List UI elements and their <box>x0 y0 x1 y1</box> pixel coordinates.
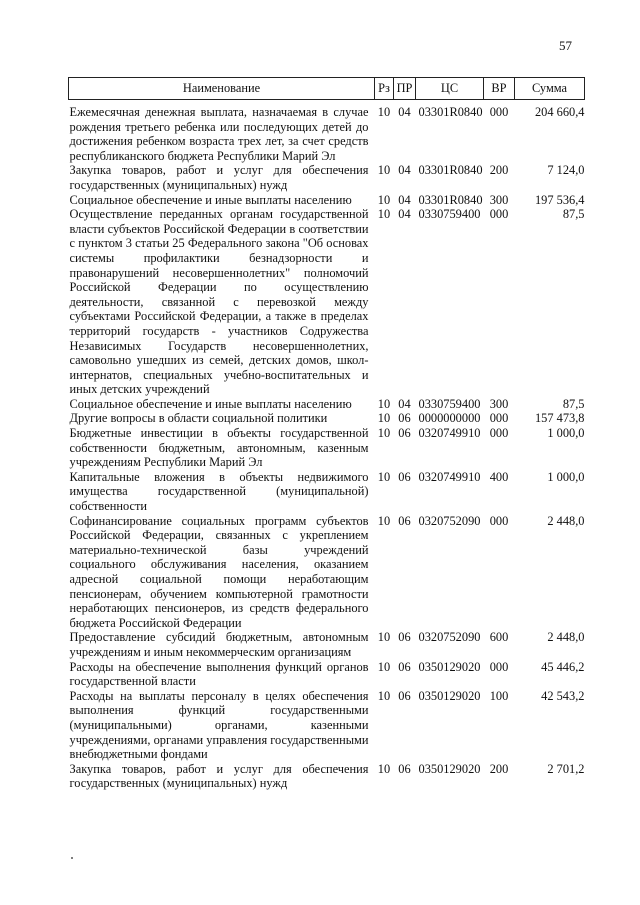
cell-vr: 100 <box>489 688 509 703</box>
cell-name: Ежемесячная денежная выплата, назначаемая в случае рождения третьего ребенка или последующих детей до достижения ребенком возраста трех лет, за счет средств республиканского бюджета Республики Марий Эл <box>69 105 369 163</box>
cell-pr: 06 <box>398 688 411 703</box>
cell-rz: 10 <box>377 426 391 441</box>
cell-vr: 200 <box>489 761 509 776</box>
table-row <box>69 163 585 192</box>
header-name: Наименование <box>69 78 375 100</box>
table-row <box>69 207 585 397</box>
cell-name: Бюджетные инвестиции в объекты государственной собственности бюджетным, автономным, казенным учреждениям Республики Марий Эл <box>69 426 369 470</box>
cell-rz: 10 <box>377 396 391 411</box>
cell-rz: 10 <box>377 469 391 484</box>
header-cs: ЦС <box>416 78 484 100</box>
cell-pr: 06 <box>398 411 411 426</box>
page-number: 57 <box>559 38 572 53</box>
cell-rz: 10 <box>377 659 391 674</box>
cell-vr: 200 <box>489 163 509 178</box>
cell-sum: 2 701,2 <box>547 761 585 776</box>
cell-vr: 000 <box>489 659 509 674</box>
cell-sum: 87,5 <box>562 207 585 222</box>
cell-cs: 0000000000 <box>418 411 481 426</box>
cell-cs: 03301R0840 <box>418 163 483 178</box>
cell-rz: 10 <box>377 163 391 178</box>
cell-name: Предоставление субсидий бюджетным, автономным учреждениям и иным некоммерческим организациям <box>69 630 369 659</box>
cell-rz: 10 <box>377 761 391 776</box>
cell-pr: 06 <box>398 761 411 776</box>
cell-cs: 0320752090 <box>418 513 481 528</box>
cell-pr: 04 <box>398 207 411 222</box>
cell-sum: 7 124,0 <box>547 163 585 178</box>
cell-sum: 157 473,8 <box>534 411 585 426</box>
cell-vr: 300 <box>489 396 509 411</box>
table-row <box>69 660 585 689</box>
cell-pr: 04 <box>398 192 411 207</box>
table-row <box>69 470 585 514</box>
table-row <box>69 762 585 791</box>
cell-sum: 197 536,4 <box>534 192 585 207</box>
table-row <box>69 193 585 208</box>
cell-pr: 06 <box>398 513 411 528</box>
cell-pr: 04 <box>398 396 411 411</box>
table-row <box>69 100 585 164</box>
table-row <box>69 630 585 659</box>
scan-speck <box>71 857 73 859</box>
cell-vr: 300 <box>489 192 509 207</box>
cell-sum: 87,5 <box>562 396 585 411</box>
cell-sum: 1 000,0 <box>547 469 585 484</box>
cell-cs: 0350129020 <box>418 761 481 776</box>
cell-rz: 10 <box>377 630 391 645</box>
cell-vr: 000 <box>489 411 509 426</box>
cell-vr: 600 <box>489 630 509 645</box>
table-row <box>69 514 585 631</box>
cell-rz: 10 <box>377 411 391 426</box>
header-pr: ПР <box>394 78 416 100</box>
cell-pr: 04 <box>398 163 411 178</box>
cell-name: Софинансирование социальных программ субъектов Российской Федерации, связанных с укреплением материально-технической базы учреждений социального обслуживания населения, оказанием адресной социальной помощи неработающим пенсионерам, обучением компьютерной грамотности неработающих пенсионеров, из средств федерального бюджета Российской Федерации <box>69 513 369 630</box>
cell-rz: 10 <box>377 105 391 119</box>
cell-cs: 0320749910 <box>418 469 481 484</box>
cell-name: Закупка товаров, работ и услуг для обеспечения государственных (муниципальных) нужд <box>69 761 369 791</box>
cell-pr: 06 <box>398 659 411 674</box>
cell-cs: 0320749910 <box>418 426 481 441</box>
header-sum: Сумма <box>515 78 585 100</box>
table-row <box>69 426 585 470</box>
header-rz: Рз <box>375 78 394 100</box>
cell-sum: 1 000,0 <box>547 426 585 441</box>
cell-sum: 42 543,2 <box>541 688 585 703</box>
cell-vr: 000 <box>489 426 509 441</box>
cell-pr: 04 <box>398 105 411 119</box>
cell-name: Расходы на выплаты персоналу в целях обеспечения выполнения функций государственными (муниципальными) органами, казенными учреждениями, органами управления государственными внебюджетными фондами <box>69 688 369 762</box>
cell-cs: 0350129020 <box>418 659 481 674</box>
cell-name: Расходы на обеспечение выполнения функций органов государственной власти <box>69 659 369 689</box>
cell-pr: 06 <box>398 426 411 441</box>
cell-name: Капитальные вложения в объекты недвижимого имущества государственной (муниципальной) собственности <box>69 469 369 514</box>
cell-name: Осуществление переданных органам государственной власти субъектов Российской Федерации в соответствии с пунктом 3 статьи 25 Федерального закона "Об основах системы профилактики безнадзорности и правонарушений несовершеннолетних" полномочий Российской Федерации по осуществлению деятельности, связанной с перевозкой между субъектами Российской Федерации, а также в пределах территорий государств - участников Содружества Независимых Государств несовершеннолетних, самовольно ушедших из семей, детских домов, школ-интернатов, специальных учебно-воспитательных и иных детских учреждений <box>69 207 369 397</box>
table-row <box>69 411 585 426</box>
cell-rz: 10 <box>377 513 391 528</box>
cell-pr: 06 <box>398 469 411 484</box>
cell-vr: 400 <box>489 469 509 484</box>
cell-cs: 0320752090 <box>418 630 481 645</box>
cell-rz: 10 <box>377 688 391 703</box>
table-header-row <box>69 78 585 100</box>
cell-cs: 0330759400 <box>418 207 481 222</box>
cell-sum: 2 448,0 <box>547 513 585 528</box>
cell-sum: 204 660,4 <box>534 105 585 119</box>
table-row <box>69 689 585 762</box>
cell-pr: 06 <box>398 630 411 645</box>
cell-vr: 000 <box>489 207 509 222</box>
budget-table <box>68 77 585 791</box>
cell-cs: 03301R0840 <box>418 192 483 207</box>
cell-name: Другие вопросы в области социальной политики <box>69 411 328 426</box>
header-vr: ВР <box>484 78 515 100</box>
cell-cs: 03301R0840 <box>418 105 483 119</box>
cell-name: Социальное обеспечение и иные выплаты населению <box>69 396 352 411</box>
cell-rz: 10 <box>377 192 391 207</box>
cell-name: Закупка товаров, работ и услуг для обеспечения государственных (муниципальных) нужд <box>69 163 369 192</box>
table-row <box>69 397 585 412</box>
cell-cs: 0330759400 <box>418 396 481 411</box>
cell-sum: 2 448,0 <box>547 630 585 645</box>
cell-vr: 000 <box>489 513 509 528</box>
cell-name: Социальное обеспечение и иные выплаты населению <box>69 192 352 207</box>
cell-cs: 0350129020 <box>418 688 481 703</box>
cell-sum: 45 446,2 <box>541 659 585 674</box>
cell-vr: 000 <box>489 105 509 119</box>
cell-rz: 10 <box>377 207 391 222</box>
